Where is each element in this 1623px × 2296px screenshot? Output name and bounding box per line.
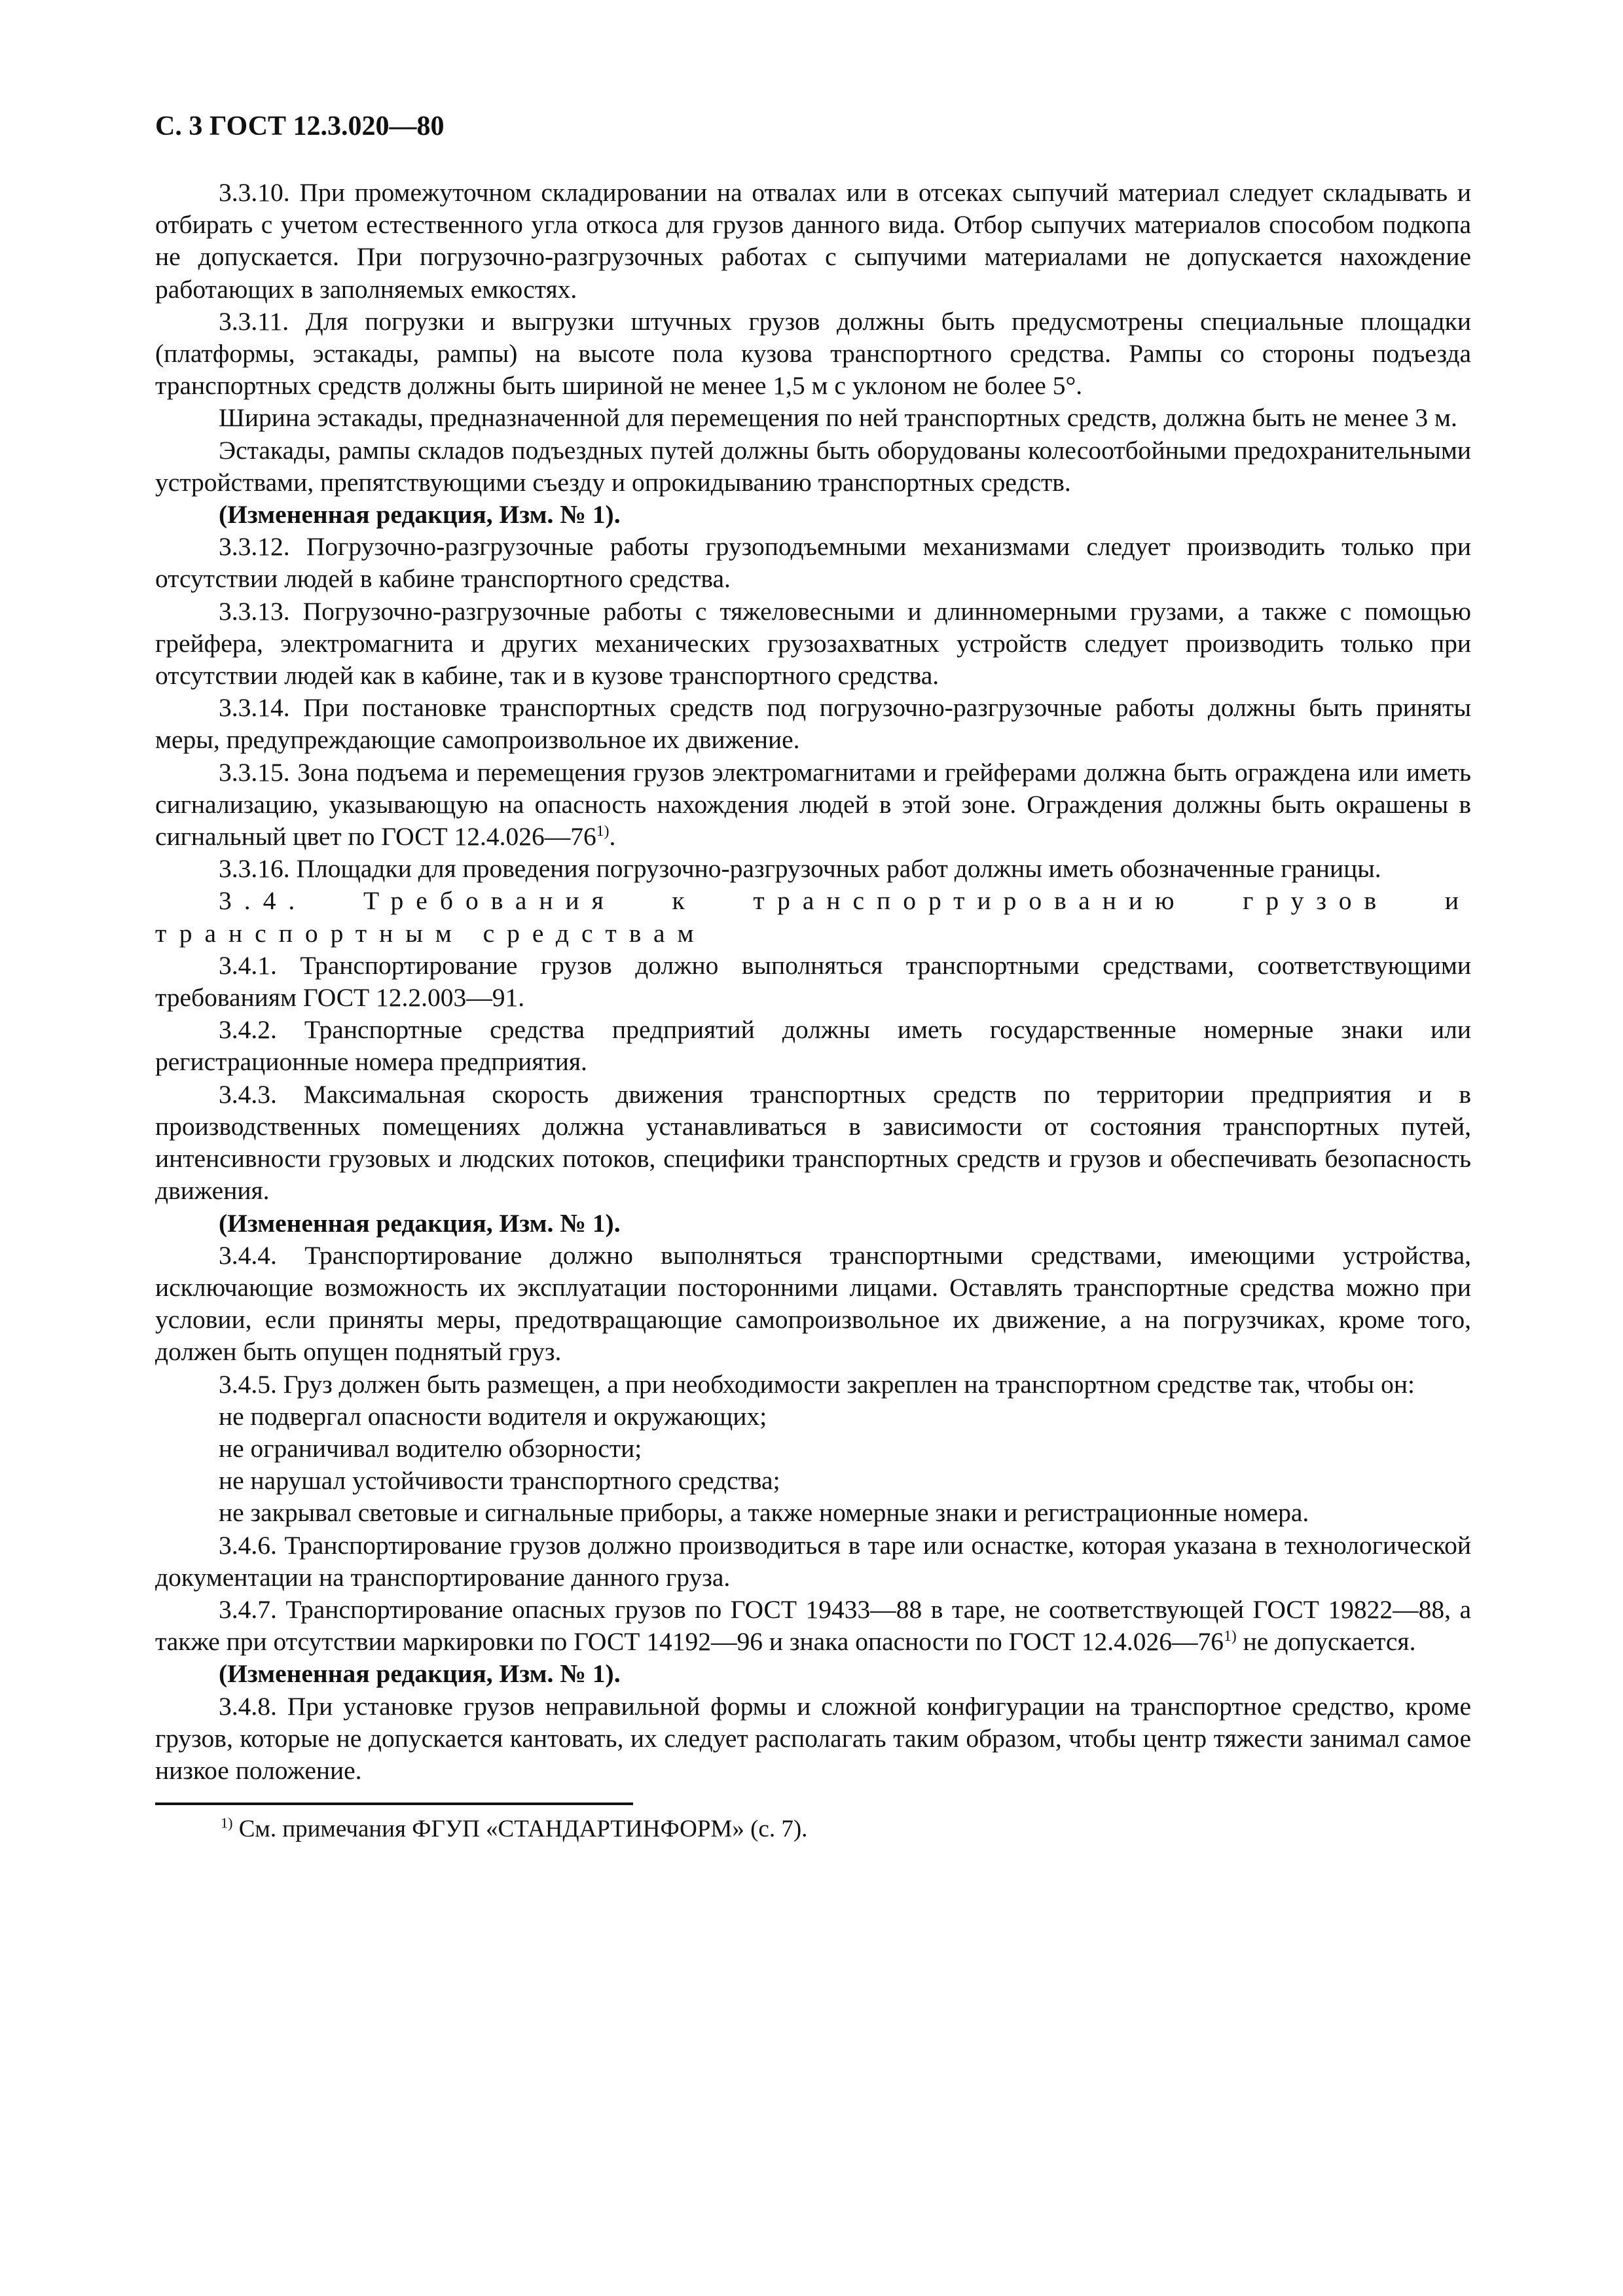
section-heading-3-4: 3.4. Требования к транспортированию грузов и транспортным средствам [155,886,1471,948]
list-item: не ограничивал водителю обзорности; [219,1433,642,1463]
paragraph-3-3-15 [155,757,1471,853]
footnote-text: См. примечания ФГУП «СТАНДАРТИНФОРМ» (с. 7). [232,1816,808,1843]
paragraph-3-4-7-end: не допускается. [1236,1627,1416,1657]
paragraph-3-4-7 [155,1594,1471,1658]
paragraph-3-3-10: 3.3.10. При промежуточном складировании на отвалах или в отсеках сыпучий материал следует складывать и отбирать с учетом естественного угла откоса для грузов данного вида. Отбор сыпучих материалов способом подкопа не допускается. При погрузочно-разгрузочных работах с сыпучими материалами не допускается нахождение работающих в заполняемых емкостях. [155,178,1471,304]
footnote-reference: 1) [1224,1627,1237,1645]
paragraph-3-4-5: 3.4.5. Груз должен быть размещен, а при необходимости закреплен на транспортном средстве так, чтобы он: [219,1369,1415,1399]
list-item: не подвергал опасности водителя и окружающих; [219,1401,767,1431]
footnote-divider [155,1803,633,1805]
paragraph-3-4-4: 3.4.4. Транспортирование должно выполняться транспортными средствами, имеющими устройства, исключающие возможность их эксплуатации посторонними лицами. Оставлять транспортные средства можно при условии, если приняты меры, предотвращающие самопроизвольное их движение, а на погрузчиках, кроме того, должен быть опущен поднятый груз. [155,1240,1471,1367]
list-item: не закрывал световые и сигнальные приборы, а также номерные знаки и регистрационные номера. [219,1498,1309,1528]
document-body [155,177,1471,1787]
paragraph-3-3-15-text: 3.3.15. Зона подъема и перемещения грузов электромагнитами и грейферами должна быть ограждена или иметь сигнализацию, указывающую на опасность нахождения людей в этой зоне. Ограждения должны быть окрашены в сигнальный цвет по ГОСТ 12.4.026—76 [155,757,1471,852]
document-page [155,110,1471,1844]
footnote-marker: 1) [221,1814,233,1831]
footnote-reference: 1) [596,822,610,840]
paragraph-3-4-2: 3.4.2. Транспортные средства предприятий должны иметь государственные номерные знаки или регистрационные номера предприятия. [155,1015,1471,1077]
paragraph-3-4-3: 3.4.3. Максимальная скорость движения транспортных средств по территории предприятия и в производственных помещениях должна устанавливаться в зависимости от состояния транспортных путей, интенсивности грузовых и людских потоков, специфики транспортных средств и грузов и обеспечивать безопасность движения. [155,1079,1471,1206]
amendment-note: (Измененная редакция, Изм. № 1). [219,1659,621,1689]
amendment-note: (Измененная редакция, Изм. № 1). [219,500,621,529]
paragraph-3-4-8: 3.4.8. При установке грузов неправильной формы и сложной конфигурации на транспортное средство, кроме грузов, которые не допускается кантовать, их следует располагать таким образом, чтобы центр тяжести занимал самое низкое положение. [155,1691,1471,1785]
paragraph-3-4-1: 3.4.1. Транспортирование грузов должно выполняться транспортными средствами, соответствующими требованиям ГОСТ 12.2.003—91. [155,950,1471,1013]
footnote [155,1814,1471,1844]
paragraph-3-3-13: 3.3.13. Погрузочно-разгрузочные работы с тяжеловесными и длинномерными грузами, а также с помощью грейфера, электромагнита и других механических грузозахватных устройств следует производить только при отсутствии людей как в кабине, так и в кузове транспортного средства. [155,596,1471,691]
page-header: С. 3 ГОСТ 12.3.020—80 [155,111,445,141]
paragraph-3-3-16: 3.3.16. Площадки для проведения погрузочно-разгрузочных работ должны иметь обозначенные границы. [219,854,1381,884]
paragraph-3-3-12: 3.3.12. Погрузочно-разгрузочные работы грузоподъемными механизмами следует производить только при отсутствии людей в кабине транспортного средства. [155,532,1471,594]
list-item: не нарушал устойчивости транспортного средства; [219,1466,780,1496]
paragraph-3-3-14: 3.3.14. При постановке транспортных средств под погрузочно-разгрузочные работы должны быть приняты меры, предупреждающие самопроизвольное их движение. [155,693,1471,755]
paragraph-3-4-7-text: 3.4.7. Транспортирование опасных грузов по ГОСТ 19433—88 в таре, не соответствующей ГОСТ 19822—88, а также при отсутствии маркировки по ГОСТ 14192—96 и знака опасности по ГОСТ 12.4.026—76 [155,1594,1471,1657]
paragraph-3-4-6: 3.4.6. Транспортирование грузов должно производиться в таре или оснастке, которая указана в технологической документации на транспортирование данного груза. [155,1530,1471,1592]
paragraph-3-3-11: 3.3.11. Для погрузки и выгрузки штучных грузов должны быть предусмотрены специальные площадки (платформы, эстакады, рампы) на высоте пола кузова транспортного средства. Рампы со стороны подъезда транспортных средств должны быть шириной не менее 1,5 м с уклоном не более 5°. [155,306,1471,401]
paragraph-trestle-width: Ширина эстакады, предназначенной для перемещения по ней транспортных средств, должна быть не менее 3 м. [219,403,1457,433]
amendment-note: (Измененная редакция, Изм. № 1). [219,1208,621,1238]
paragraph-trestle-devices: Эстакады, рампы складов подъездных путей должны быть оборудованы колесоотбойными предохранительными устройствами, препятствующими съезду и опрокидыванию транспортных средств. [155,435,1471,497]
paragraph-3-3-15-end: . [609,822,616,852]
